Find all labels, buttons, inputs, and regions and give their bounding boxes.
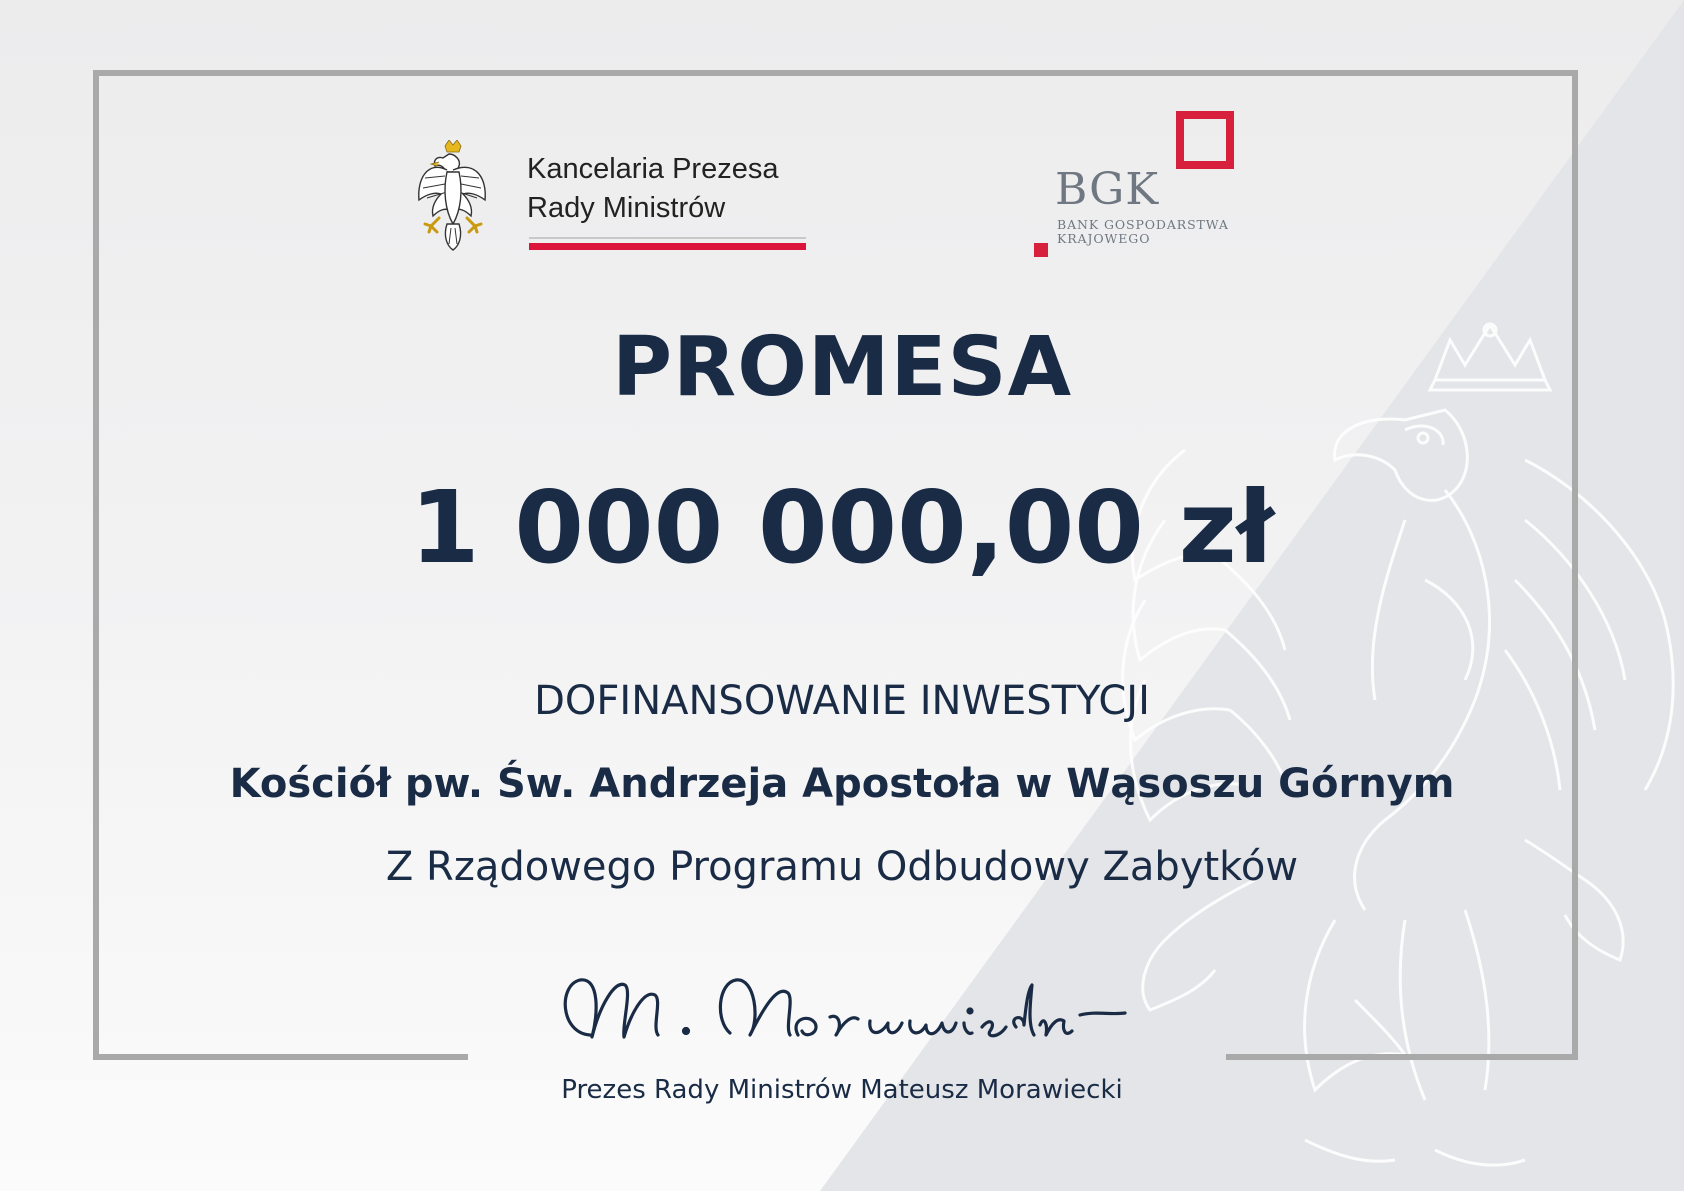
bgk-full-name [1057, 218, 1229, 246]
purpose-label: DOFINANSOWANIE INWESTYCJI [534, 678, 1150, 724]
bgk-letters: BGK [1055, 164, 1160, 215]
project-name: Kościół pw. Św. Andrzeja Apostoła w Wąsoszu Górnym [229, 761, 1455, 807]
bgk-sub-line2: KRAJOWEGO [1057, 231, 1151, 246]
kprm-logo [417, 140, 817, 255]
bgk-logo [1030, 110, 1250, 260]
signer-name: Prezes Rady Ministrów Mateusz Morawiecki [561, 1075, 1123, 1105]
kprm-name-line2: Rady Ministrów [527, 192, 726, 224]
bgk-sub-line1: BANK GOSPODARSTWA [1057, 217, 1229, 232]
white-eagle-emblem-icon [417, 140, 489, 252]
promise-amount: 1 000 000,00 zł [410, 469, 1274, 586]
kprm-red-line [529, 243, 806, 250]
kprm-name-line1: Kancelaria Prezesa [527, 153, 779, 185]
kprm-name [527, 150, 778, 228]
handwritten-signature [540, 965, 1140, 1055]
program-name: Z Rządowego Programu Odbudowy Zabytków [385, 844, 1299, 890]
kprm-gray-line [529, 237, 806, 239]
document-title: PROMESA [611, 320, 1073, 415]
